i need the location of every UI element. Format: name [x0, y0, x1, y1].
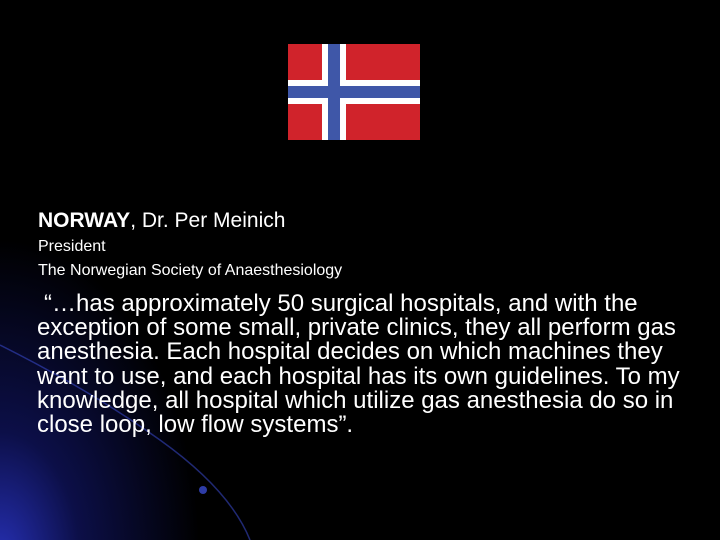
decorative-dot — [199, 486, 207, 494]
norway-flag-icon — [288, 44, 420, 140]
quote-text: “…has approximately 50 surgical hospitals, and with the exception of some small, private clinics, they all perform gas anesthesia. Each hospital decides on which machines they want to use, and each hospital has its own guidelines. To my knowledge, all hospital which utilize gas anesthesia do so in close loop, low flow systems”. — [37, 290, 680, 439]
speaker-name: , Dr. Per Meinich — [130, 209, 286, 232]
speaker-country: NORWAY — [38, 209, 131, 232]
speaker-role: President — [38, 238, 106, 255]
speaker-title — [38, 209, 285, 233]
speaker-organization: The Norwegian Society of Anaesthesiology — [38, 262, 343, 279]
